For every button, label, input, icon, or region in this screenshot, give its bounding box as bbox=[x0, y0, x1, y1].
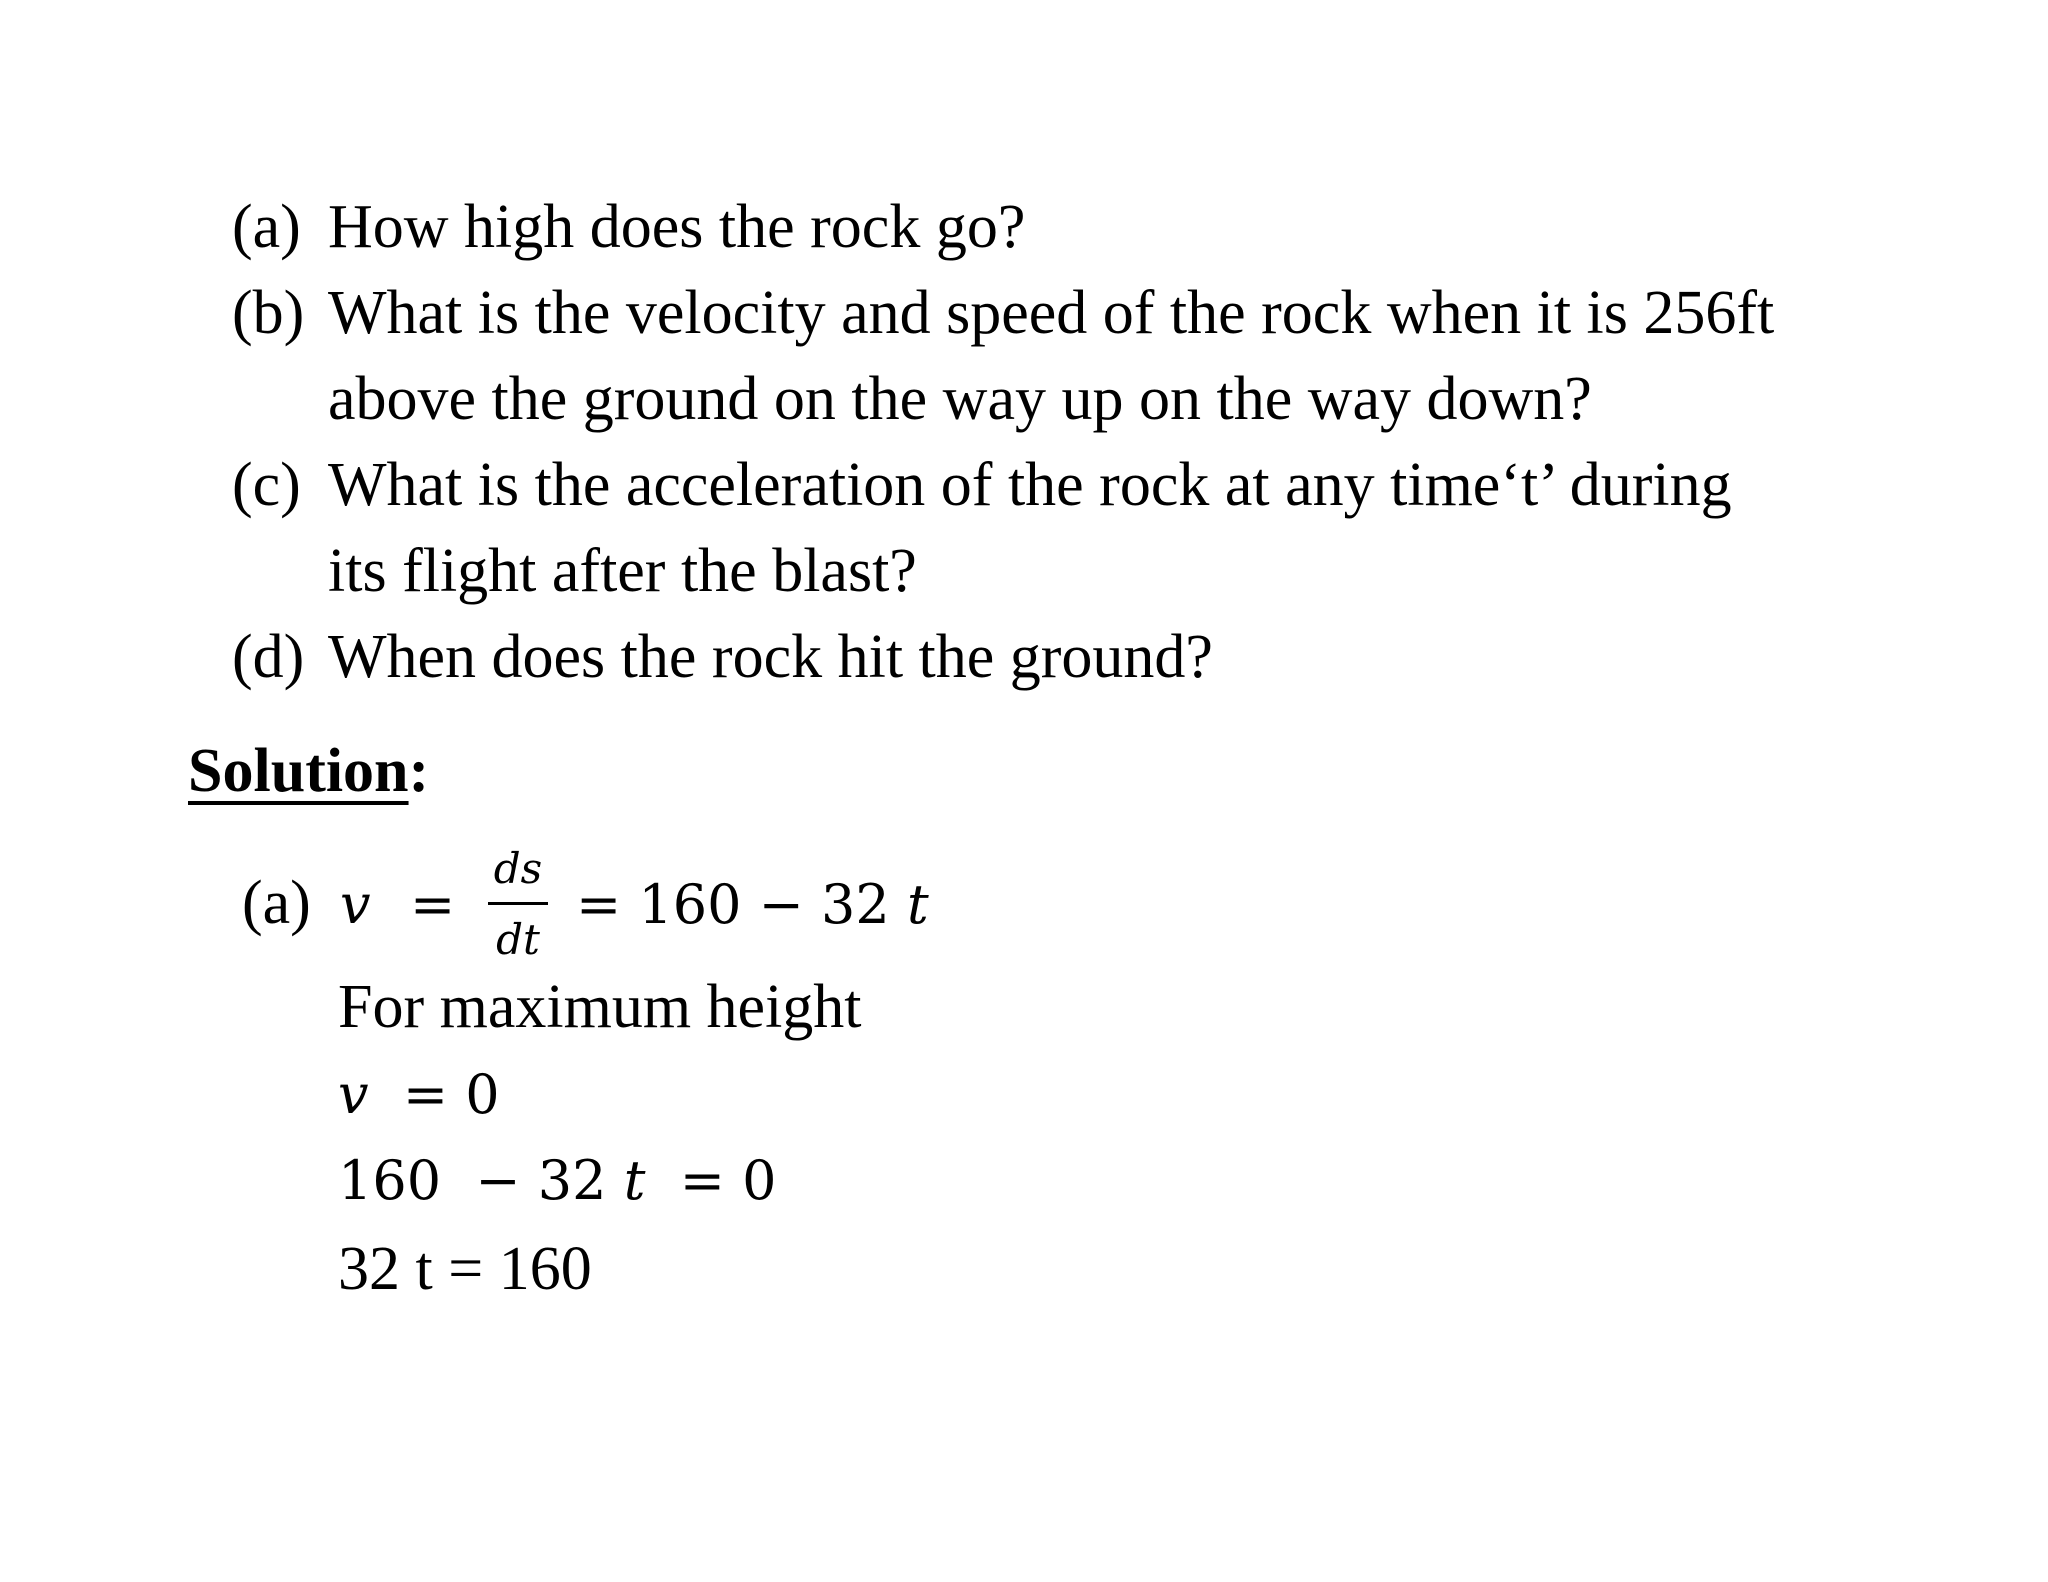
velocity-zero-rest: = 0 bbox=[402, 1063, 500, 1126]
derivative-fraction bbox=[488, 844, 548, 964]
velocity-rhs bbox=[576, 873, 929, 936]
question-b-continuation: above the ground on the way up on the way down? bbox=[328, 365, 1592, 433]
equation-32t-160: 32 t = 160 bbox=[338, 1235, 592, 1303]
equation-160-minus-32t bbox=[338, 1149, 777, 1212]
question-c-text: What is the acceleration of the rock at any time‘t’ during bbox=[328, 451, 1732, 519]
fraction-numerator: ds bbox=[493, 844, 543, 893]
velocity-symbol-a bbox=[340, 873, 371, 936]
question-a-label: (a) bbox=[232, 193, 301, 261]
solution-a-equation bbox=[242, 869, 311, 937]
question-c bbox=[232, 451, 1732, 519]
max-height-note: For maximum height bbox=[338, 973, 862, 1041]
velocity-zero-v: v bbox=[338, 1063, 369, 1126]
fraction-denominator: dt bbox=[496, 915, 540, 964]
question-d-text: When does the rock hit the ground? bbox=[328, 623, 1213, 691]
velocity-zero-equation bbox=[338, 1063, 500, 1126]
solution-heading-colon: : bbox=[408, 737, 430, 805]
question-b-text: What is the velocity and speed of the rock when it is 256ft bbox=[328, 279, 1775, 347]
equation-160-rest: = 0 bbox=[679, 1149, 777, 1212]
solution-heading-word: Solution bbox=[188, 737, 409, 805]
solution-heading bbox=[188, 737, 430, 805]
question-d-label: (d) bbox=[232, 623, 305, 691]
question-a bbox=[232, 193, 1026, 261]
solution-a-label: (a) bbox=[242, 869, 311, 937]
question-a-text: How high does the rock go? bbox=[328, 193, 1026, 261]
fraction-bar bbox=[488, 902, 548, 905]
equals-sign-1: = bbox=[410, 873, 456, 936]
equation-160-t: t bbox=[623, 1149, 646, 1212]
equation-160-left: 160 − 32 bbox=[338, 1149, 607, 1212]
question-b-label: (b) bbox=[232, 279, 305, 347]
velocity-rhs-t: t bbox=[906, 873, 929, 936]
question-b bbox=[232, 279, 1775, 347]
question-c-continuation: its flight after the blast? bbox=[328, 537, 917, 605]
velocity-v: v bbox=[340, 873, 371, 936]
velocity-rhs-expression: = 160 − 32 bbox=[576, 873, 890, 936]
question-d bbox=[232, 623, 1213, 691]
question-c-label: (c) bbox=[232, 451, 301, 519]
